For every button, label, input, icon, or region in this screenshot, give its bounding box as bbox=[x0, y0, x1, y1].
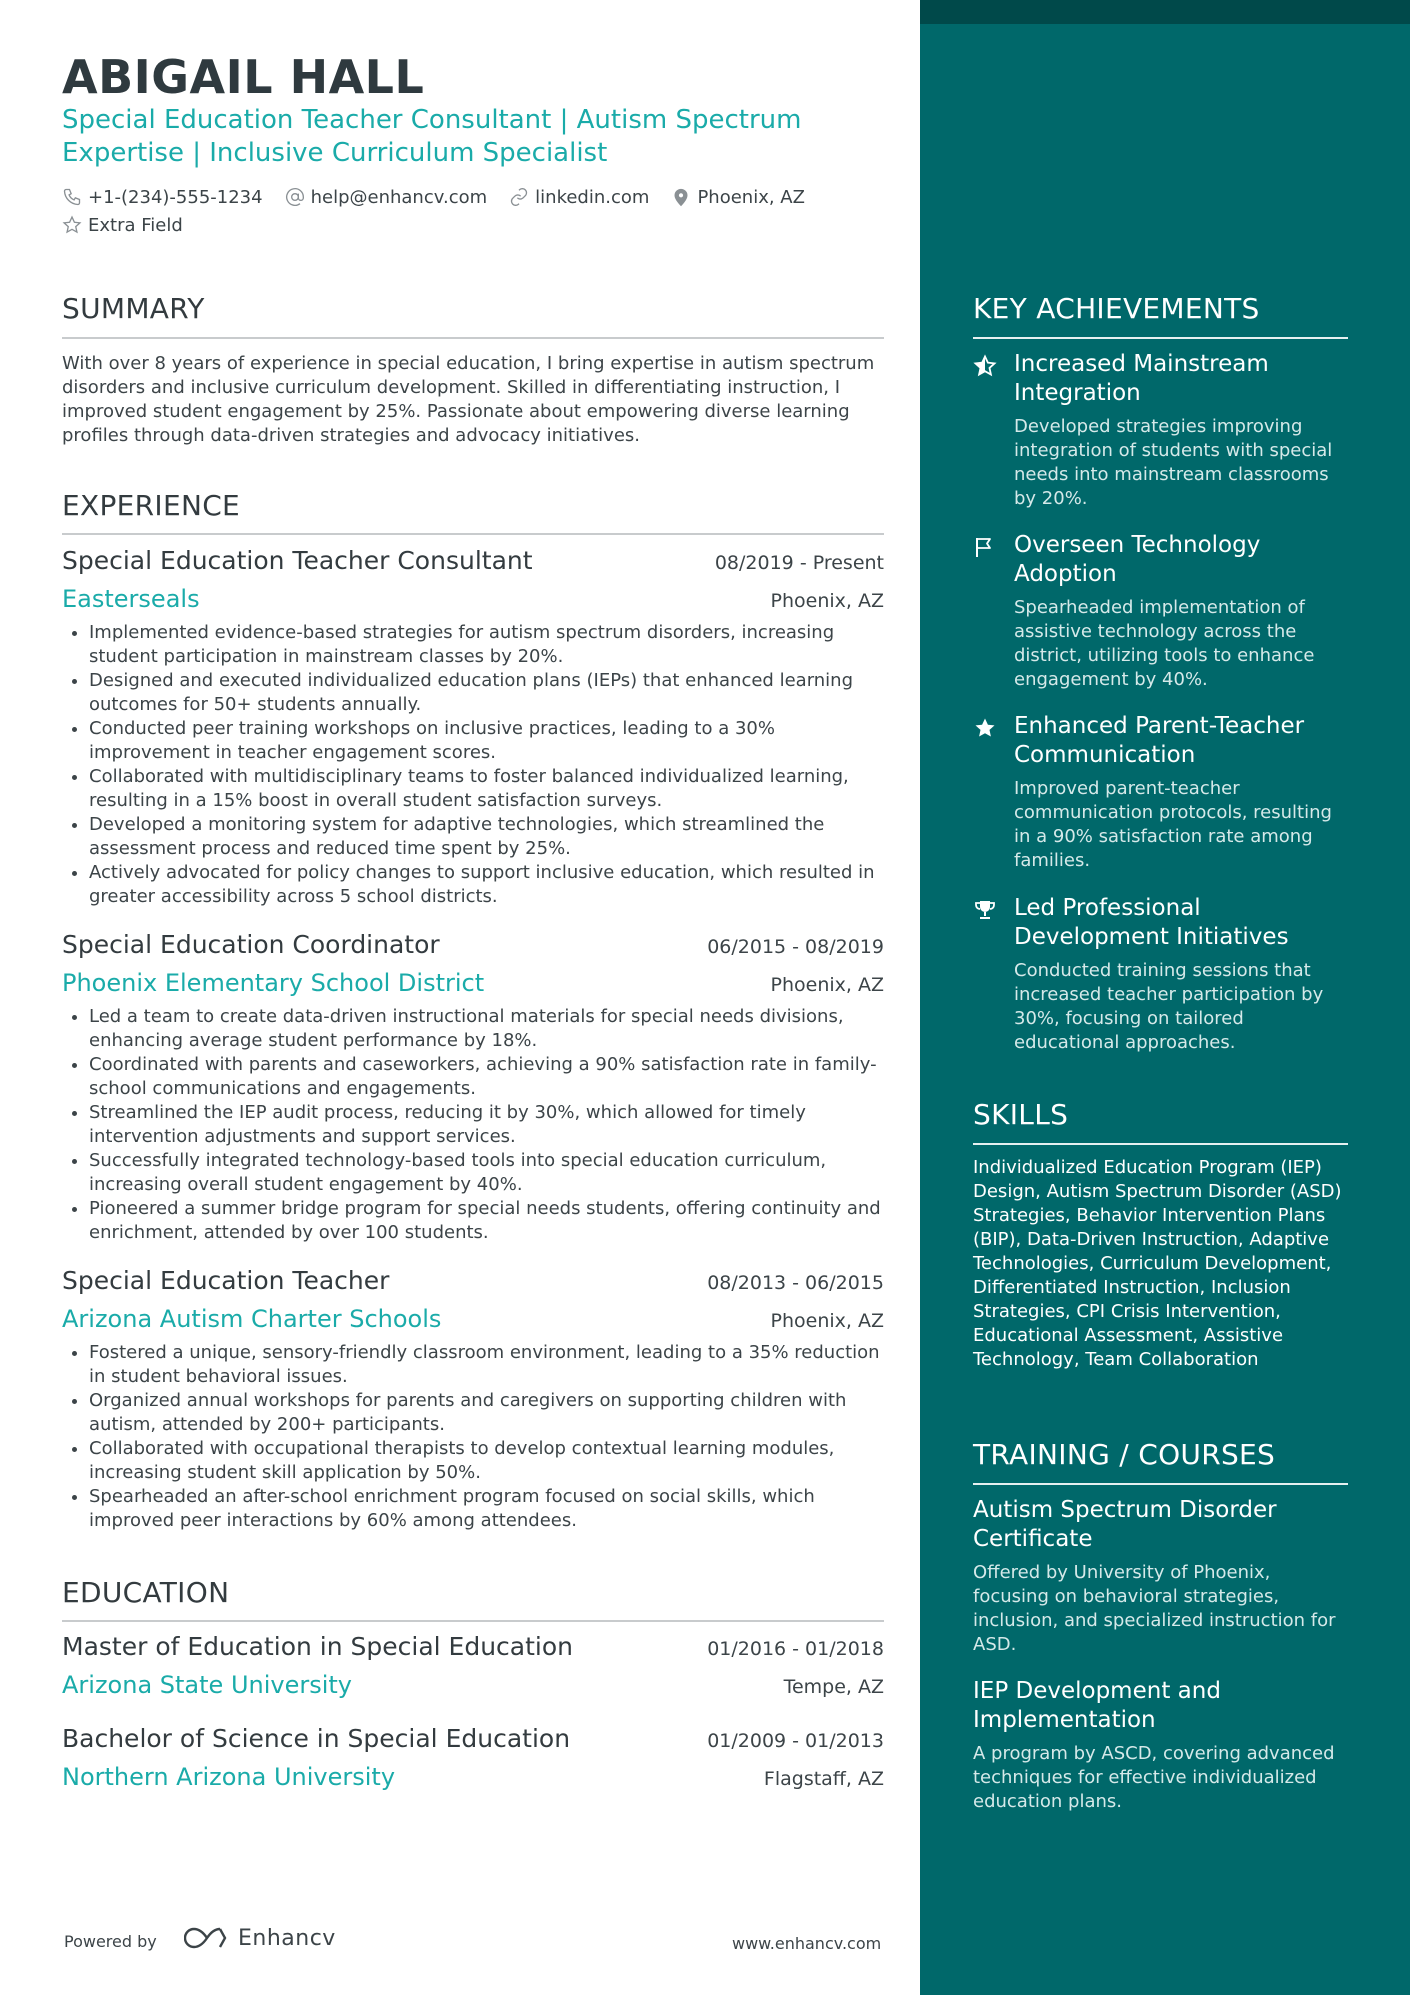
at-icon bbox=[285, 187, 305, 207]
achievement-desc: Spearheaded implementation of assistive technology across the district, utilizing tools to enhance engagement by 40%. bbox=[1014, 597, 1315, 690]
achievements-heading: KEY ACHIEVEMENTS bbox=[973, 292, 1260, 325]
course-item bbox=[973, 1677, 1348, 1814]
job-bullet: Actively advocated for policy changes to support inclusive education, which resulted in greater accessibility across 5 school districts. bbox=[62, 861, 884, 909]
star-icon bbox=[973, 716, 997, 740]
job-header bbox=[62, 930, 884, 959]
experience-heading: EXPERIENCE bbox=[62, 489, 241, 522]
job-bullet: Led a team to create data-driven instructional materials for special needs divisions, enhancing average student performance by 18%. bbox=[62, 1005, 884, 1053]
flag-icon bbox=[973, 535, 997, 559]
job-company: Phoenix Elementary School District bbox=[62, 969, 485, 997]
education-entry bbox=[62, 1632, 884, 1699]
sidebar-top-bar bbox=[920, 0, 1410, 24]
footer-powered-by: Powered by bbox=[64, 1932, 157, 1951]
achievement-item bbox=[973, 894, 1348, 1055]
job-bullet: Designed and executed individualized education plans (IEPs) that enhanced learning outcomes for 50+ students annually. bbox=[62, 669, 884, 717]
job-subheader bbox=[62, 969, 884, 997]
location-pin-icon bbox=[671, 187, 691, 207]
job-header bbox=[62, 546, 884, 575]
course-item bbox=[973, 1496, 1348, 1657]
job-title: Special Education Teacher bbox=[62, 1266, 390, 1295]
summary-text: With over 8 years of experience in special education, I bring expertise in autism spectrum disorders and inclusive curriculum development. Skilled in differentiating instruction, I improved student engagement by 25%. Passionate about empowering diverse learning profiles through data-driven strategies and advocacy initiatives. bbox=[62, 353, 875, 446]
education-heading: EDUCATION bbox=[62, 1576, 230, 1609]
achievement-desc: Developed strategies improving integration of students with special needs into mainstream classrooms by 20%. bbox=[1014, 416, 1333, 509]
job-bullets bbox=[62, 621, 884, 909]
contact-phone-text: +1-(234)-555-1234 bbox=[88, 186, 263, 208]
course-title: Autism Spectrum Disorder Certificate bbox=[973, 1497, 1277, 1552]
education-school: Northern Arizona University bbox=[62, 1763, 396, 1791]
skills-divider bbox=[973, 1143, 1348, 1145]
education-school: Arizona State University bbox=[62, 1671, 353, 1699]
achievement-desc: Conducted training sessions that increased teacher participation by 30%, focusing on tailored educational approaches. bbox=[1014, 960, 1324, 1053]
candidate-headline: Special Education Teacher Consultant | Autism Spectrum Expertise | Inclusive Curriculum Specialist bbox=[62, 105, 802, 168]
footer-brand: Enhancv bbox=[238, 1925, 336, 1951]
job-header bbox=[62, 1266, 884, 1295]
job-bullet: Collaborated with occupational therapists to develop contextual learning modules, increasing student skill application by 50%. bbox=[62, 1437, 884, 1485]
sidebar bbox=[920, 0, 1410, 1995]
job-title: Special Education Teacher Consultant bbox=[62, 546, 533, 575]
education-degree: Master of Education in Special Education bbox=[62, 1632, 573, 1661]
trophy-icon bbox=[973, 898, 997, 922]
job-entry bbox=[62, 546, 884, 909]
achievement-item bbox=[973, 350, 1348, 511]
contact-location bbox=[671, 186, 805, 208]
job-bullet: Conducted peer training workshops on inclusive practices, leading to a 30% improvement in teacher engagement scores. bbox=[62, 717, 884, 765]
contact-extra bbox=[62, 214, 183, 236]
course-desc: A program by ASCD, covering advanced techniques for effective individualized education plans. bbox=[973, 1743, 1335, 1812]
candidate-name: ABIGAIL HALL bbox=[62, 50, 425, 104]
achievement-title: Enhanced Parent-Teacher Communication bbox=[1014, 713, 1305, 768]
phone-icon bbox=[62, 187, 82, 207]
job-bullet: Pioneered a summer bridge program for special needs students, offering continuity and enrichment, attended by over 100 students. bbox=[62, 1197, 884, 1245]
experience-divider bbox=[62, 533, 884, 535]
education-subheader bbox=[62, 1671, 884, 1699]
education-degree: Bachelor of Science in Special Education bbox=[62, 1724, 571, 1753]
training-divider bbox=[973, 1483, 1348, 1485]
achievement-title: Increased Mainstream Integration bbox=[1014, 351, 1269, 406]
job-entry bbox=[62, 1266, 884, 1533]
job-bullets bbox=[62, 1341, 884, 1533]
education-header bbox=[62, 1724, 884, 1753]
job-bullet: Organized annual workshops for parents and caregivers on supporting children with autism, attended by 200+ participants. bbox=[62, 1389, 884, 1437]
job-location: Phoenix, AZ bbox=[770, 974, 884, 996]
half-star-icon bbox=[973, 354, 997, 378]
achievement-desc: Improved parent-teacher communication protocols, resulting in a 90% satisfaction rate among families. bbox=[1014, 778, 1332, 871]
infinity-icon bbox=[184, 1924, 230, 1952]
skills-text: Individualized Education Program (IEP) Design, Autism Spectrum Disorder (ASD) Strategies, Behavior Intervention Plans (BIP), Data-Driven Instruction, Adaptive Technologies, Curriculum Development, Differentiated Instruction, Inclusion Strategies, CPI Crisis Intervention, Educational Assessment, Assistive Technology, Team Collaboration bbox=[973, 1157, 1342, 1370]
achievement-title: Led Professional Development Initiatives bbox=[1014, 895, 1289, 950]
contact-list bbox=[62, 186, 862, 236]
job-company: Easterseals bbox=[62, 585, 200, 613]
job-bullet: Spearheaded an after-school enrichment program focused on social skills, which improved peer interactions by 60% among attendees. bbox=[62, 1485, 884, 1533]
achievement-item bbox=[973, 712, 1348, 873]
course-title: IEP Development and Implementation bbox=[973, 1678, 1221, 1733]
job-bullet: Developed a monitoring system for adaptive technologies, which streamlined the assessment process and reduced time spent by 25%. bbox=[62, 813, 884, 861]
education-subheader bbox=[62, 1763, 884, 1791]
education-header bbox=[62, 1632, 884, 1661]
education-location: Tempe, AZ bbox=[783, 1676, 884, 1698]
job-bullet: Implemented evidence-based strategies for autism spectrum disorders, increasing student participation in mainstream classes by 20%. bbox=[62, 621, 884, 669]
star-outline-icon bbox=[62, 215, 82, 235]
job-bullets bbox=[62, 1005, 884, 1245]
contact-extra-text: Extra Field bbox=[88, 214, 183, 236]
job-bullet: Successfully integrated technology-based tools into special education curriculum, increasing overall student engagement by 40%. bbox=[62, 1149, 884, 1197]
job-location: Phoenix, AZ bbox=[770, 1310, 884, 1332]
link-icon bbox=[509, 187, 529, 207]
summary-divider bbox=[62, 337, 884, 339]
education-divider bbox=[62, 1620, 884, 1622]
job-dates: 08/2013 - 06/2015 bbox=[707, 1272, 884, 1294]
training-heading: TRAINING / COURSES bbox=[973, 1438, 1276, 1471]
achievement-item bbox=[973, 531, 1348, 692]
course-desc: Offered by University of Phoenix, focusing on behavioral strategies, inclusion, and specialized instruction for ASD. bbox=[973, 1562, 1336, 1655]
achievement-title: Overseen Technology Adoption bbox=[1014, 532, 1261, 587]
job-bullet: Collaborated with multidisciplinary teams to foster balanced individualized learning, resulting in a 15% boost in overall student satisfaction surveys. bbox=[62, 765, 884, 813]
job-title: Special Education Coordinator bbox=[62, 930, 440, 959]
achievements-divider bbox=[973, 337, 1348, 339]
job-bullet: Fostered a unique, sensory-friendly classroom environment, leading to a 35% reduction in student behavioral issues. bbox=[62, 1341, 884, 1389]
job-subheader bbox=[62, 585, 884, 613]
job-dates: 06/2015 - 08/2019 bbox=[707, 936, 884, 958]
enhancv-logo[interactable] bbox=[184, 1924, 336, 1952]
job-subheader bbox=[62, 1305, 884, 1333]
job-location: Phoenix, AZ bbox=[770, 590, 884, 612]
contact-linkedin[interactable] bbox=[509, 186, 649, 208]
job-bullet: Streamlined the IEP audit process, reducing it by 30%, which allowed for timely intervention adjustments and support services. bbox=[62, 1101, 884, 1149]
job-entry bbox=[62, 930, 884, 1245]
skills-heading: SKILLS bbox=[973, 1098, 1069, 1131]
education-dates: 01/2016 - 01/2018 bbox=[707, 1638, 884, 1660]
contact-email-text: help@enhancv.com bbox=[310, 186, 488, 208]
summary-heading: SUMMARY bbox=[62, 292, 205, 325]
job-bullet: Coordinated with parents and caseworkers, achieving a 90% satisfaction rate in family-school communications and engagements. bbox=[62, 1053, 884, 1101]
job-dates: 08/2019 - Present bbox=[714, 552, 884, 574]
education-location: Flagstaff, AZ bbox=[763, 1768, 884, 1790]
contact-location-text: Phoenix, AZ bbox=[697, 186, 805, 208]
contact-email[interactable] bbox=[285, 186, 488, 208]
job-company: Arizona Autism Charter Schools bbox=[62, 1305, 442, 1333]
footer-url[interactable]: www.enhancv.com bbox=[732, 1934, 882, 1953]
education-dates: 01/2009 - 01/2013 bbox=[707, 1730, 884, 1752]
education-entry bbox=[62, 1724, 884, 1791]
contact-phone[interactable] bbox=[62, 186, 263, 208]
contact-linkedin-text: linkedin.com bbox=[535, 186, 650, 208]
